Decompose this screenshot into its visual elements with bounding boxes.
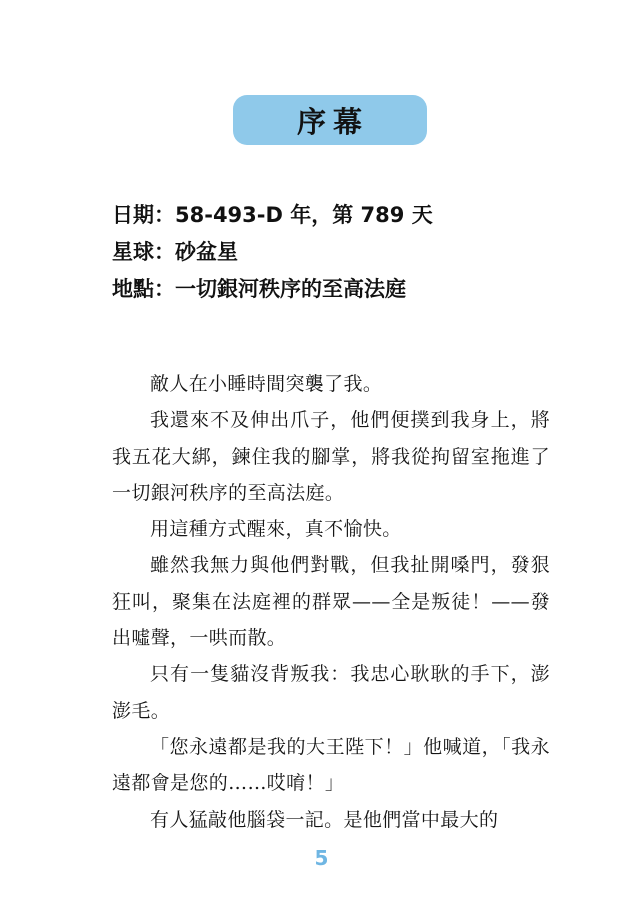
meta-planet: 星球：砂盆星 [112,240,238,264]
paragraph: 敵人在小睡時間突襲了我。 [150,373,383,395]
paragraph: 「您永遠都是我的大王陛下！」他喊道，「我永遠都會是您的……哎唷！」 [112,735,550,795]
meta-location: 地點：一切銀河秩序的至高法庭 [112,277,406,301]
meta-date: 日期：58-493-D 年，第 789 天 [112,203,433,227]
paragraph: 我還來不及伸出爪子，他們便撲到我身上，將我五花大綁，鍊住我的腳掌，將我從拘留室拖進了一切銀河秩序的至高法庭。 [112,409,550,504]
paragraph: 只有一隻貓沒背叛我：我忠心耿耿的手下，澎澎毛。 [112,663,550,722]
chapter-title: 序幕 [296,104,369,139]
paragraph: 有人猛敲他腦袋一記。是他們當中最大的 [150,808,499,831]
chapter-title-box [233,95,427,145]
paragraph: 雖然我無力與他們對戰，但我扯開嗓門，發狠狂叫，聚集在法庭裡的群眾——全是叛徒！——發出噓聲，一哄而散。 [112,554,550,650]
chapter-meta [112,200,552,311]
paragraph: 用這種方式醒來，真不愉快。 [150,518,402,541]
page-number: 5 [314,846,329,870]
chapter-body [112,366,550,838]
